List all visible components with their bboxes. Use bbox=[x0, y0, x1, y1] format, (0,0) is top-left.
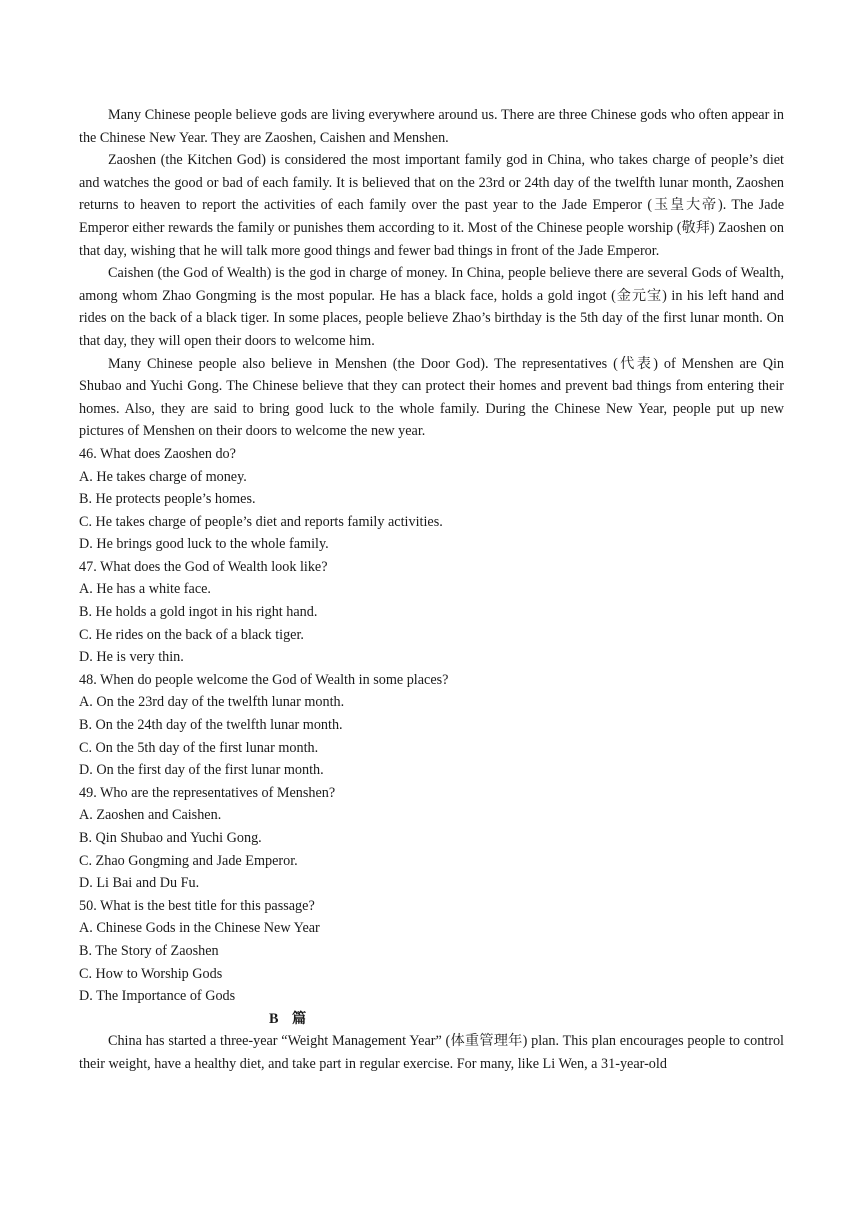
question-stem: 50. What is the best title for this passage? bbox=[79, 897, 315, 914]
question-48 bbox=[79, 669, 784, 782]
answer-option: B. Qin Shubao and Yuchi Gong. bbox=[79, 830, 262, 846]
paragraph: Many Chinese people believe gods are living everywhere around us. There are three Chinese gods who often appear in the Chinese New Year. They are Zaoshen, Caishen and Menshen. bbox=[79, 107, 784, 146]
answer-option: A. On the 23rd day of the twelfth lunar month. bbox=[79, 694, 345, 711]
answer-option: C. He takes charge of people’s diet and reports family activities. bbox=[79, 513, 443, 530]
answer-option: D. He is very thin. bbox=[79, 649, 184, 666]
section-title: B 篇 bbox=[269, 1010, 312, 1027]
answer-option: D. Li Bai and Du Fu. bbox=[79, 875, 200, 892]
answer-option: C. He rides on the back of a black tiger. bbox=[79, 626, 304, 643]
answer-option: B. He holds a gold ingot in his right hand. bbox=[79, 604, 318, 621]
answer-option: C. On the 5th day of the first lunar month. bbox=[79, 739, 319, 756]
question-49 bbox=[79, 782, 784, 895]
answer-option: B. On the 24th day of the twelfth lunar month. bbox=[79, 717, 343, 734]
question-stem: 47. What does the God of Wealth look like? bbox=[79, 558, 328, 575]
answer-option: D. He brings good luck to the whole family. bbox=[79, 536, 329, 553]
answer-option: B. The Story of Zaoshen bbox=[79, 942, 219, 959]
paragraph: Zaoshen (the Kitchen God) is considered the most important family god in China, who takes charge of people’s diet and watches the good or bad of each family. It is believed that on the 23rd or 24th day of the twelfth lunar month, Zaoshen returns to heaven to report the activities of each family over the past year to the Jade Emperor (玉皇大帝). The Jade Emperor either rewards the family or punishes them according to it. Most of the Chinese people worship (敬拜) Zaoshen on that day, wishing that he will talk more good things and fewer bad things in front of the Jade Emperor. bbox=[79, 152, 784, 259]
paragraph: Many Chinese people also believe in Menshen (the Door God). The representatives (代表) of Menshen are Qin Shubao and Yuchi Gong. The Chinese believe that they can protect their homes and prevent bad things from entering their homes. Also, they are said to bring good luck to the whole family. During the Chinese New Year, people put up new pictures of Menshen on their doors to welcome the new year. bbox=[79, 355, 784, 440]
question-47 bbox=[79, 556, 784, 669]
question-stem: 48. When do people welcome the God of Wealth in some places? bbox=[79, 671, 449, 688]
answer-option: A. Zaoshen and Caishen. bbox=[79, 807, 222, 824]
answer-option: A. He takes charge of money. bbox=[79, 468, 247, 485]
answer-option: D. On the first day of the first lunar month. bbox=[79, 762, 324, 779]
question-50 bbox=[79, 895, 784, 1008]
passage-b bbox=[79, 1008, 784, 1076]
question-46 bbox=[79, 443, 784, 556]
passage-a bbox=[79, 104, 784, 443]
paragraph: Caishen (the God of Wealth) is the god in charge of money. In China, people believe there are several Gods of Wealth, among whom Zhao Gongming is the most popular. He has a black face, holds a gold ingot (金元宝) in his left hand and rides on the back of a black tiger. In some places, people believe Zhao’s birthday is the 5th day of the first lunar month. On that day, they will open their doors to welcome him. bbox=[79, 265, 784, 349]
answer-option: B. He protects people’s homes. bbox=[79, 491, 256, 508]
answer-option: A. Chinese Gods in the Chinese New Year bbox=[79, 920, 320, 937]
answer-option: A. He has a white face. bbox=[79, 581, 211, 598]
paragraph: China has started a three-year “Weight Management Year” (体重管理年) plan. This plan encourages people to control their weight, have a healthy diet, and take part in regular exercise. For many, like Li Wen, a 31-year-old bbox=[79, 1033, 784, 1072]
question-stem: 49. Who are the representatives of Menshen? bbox=[79, 784, 336, 801]
question-stem: 46. What does Zaoshen do? bbox=[79, 445, 236, 462]
answer-option: C. How to Worship Gods bbox=[79, 965, 223, 982]
question-list bbox=[79, 443, 784, 1008]
answer-option: C. Zhao Gongming and Jade Emperor. bbox=[79, 852, 298, 869]
answer-option: D. The Importance of Gods bbox=[79, 988, 236, 1005]
